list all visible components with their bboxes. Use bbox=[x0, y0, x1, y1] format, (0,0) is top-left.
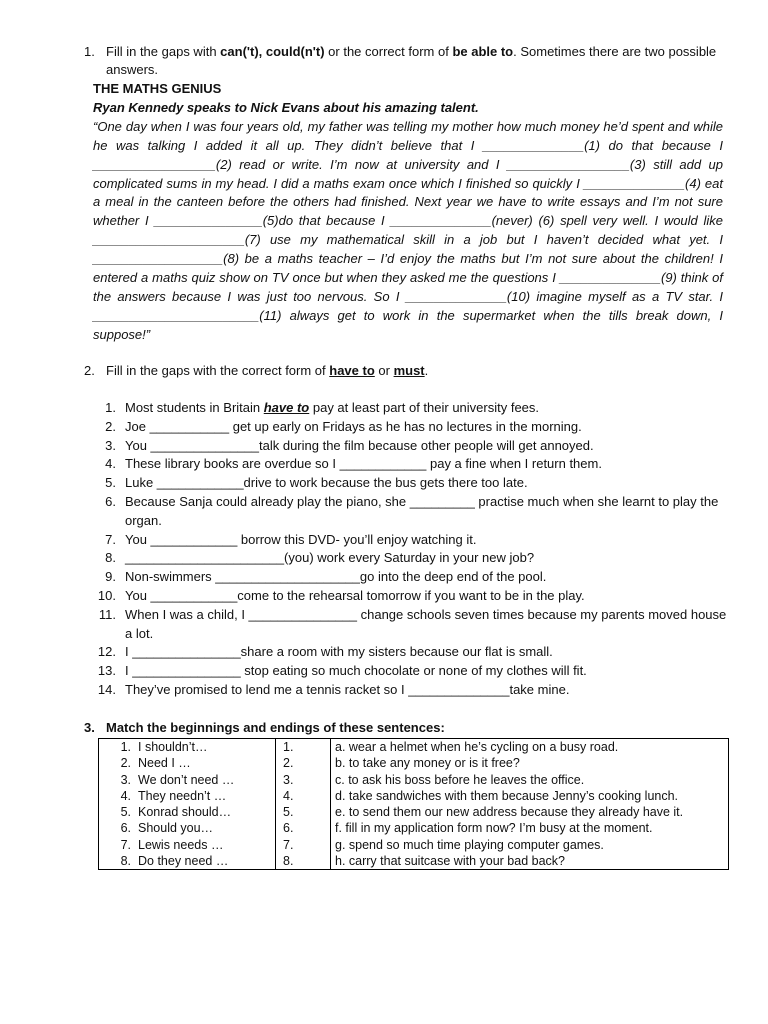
item-number: 8. bbox=[105, 550, 116, 566]
answer-cell[interactable] bbox=[276, 804, 331, 820]
exercise-2-heading bbox=[84, 362, 740, 380]
item-text[interactable]: I _______________share a room with my sisters because our flat is small. bbox=[125, 644, 553, 660]
item-text[interactable]: You ____________come to the rehearsal tomorrow if you want to be in the play. bbox=[125, 587, 585, 603]
instruction-text: Fill in the gaps with bbox=[106, 44, 221, 59]
sentence-beginning-cell bbox=[99, 788, 276, 804]
sentence-ending: a. wear a helmet when he’s cycling on a busy road. bbox=[331, 739, 729, 756]
exercise-2-number: 2. bbox=[84, 363, 95, 378]
answer-cell[interactable] bbox=[276, 837, 331, 853]
answer-cell[interactable] bbox=[276, 788, 331, 804]
row-number: 4. bbox=[120, 788, 131, 803]
sentence-beginning-cell bbox=[99, 804, 276, 820]
instruction-text: or the correct form of bbox=[324, 44, 453, 59]
list-item bbox=[90, 437, 730, 456]
answer-cell[interactable] bbox=[276, 772, 331, 788]
item-text[interactable]: Because Sanja could already play the piano, she _________ practise much when she learnt to play the organ. bbox=[125, 493, 719, 528]
instruction-keyword: must bbox=[393, 363, 425, 378]
sentence-beginning: Do they need … bbox=[138, 854, 229, 869]
exercise-1-instruction bbox=[106, 43, 740, 79]
table-row bbox=[99, 772, 729, 788]
row-number: 2. bbox=[120, 756, 131, 771]
list-item bbox=[90, 662, 730, 681]
sentence-beginning: We don’t need … bbox=[138, 772, 235, 787]
row-number: 5. bbox=[120, 805, 131, 820]
item-number: 4. bbox=[105, 456, 116, 472]
exercise-3-number: 3. bbox=[84, 720, 95, 735]
list-item bbox=[90, 531, 730, 550]
sentence-beginning: Need I … bbox=[138, 756, 191, 771]
list-item bbox=[90, 606, 730, 644]
exercise-2-instruction bbox=[106, 362, 740, 380]
list-item bbox=[90, 474, 730, 493]
instruction-text: . bbox=[424, 363, 429, 378]
table-row bbox=[99, 755, 729, 771]
answer-number: 1. bbox=[283, 740, 294, 754]
instruction-keyword: have to bbox=[329, 363, 375, 378]
story-title: THE MATHS GENIUS bbox=[93, 81, 222, 96]
list-item bbox=[90, 455, 730, 474]
item-text[interactable]: You ____________ borrow this DVD- you’ll enjoy watching it. bbox=[125, 531, 477, 547]
instruction-bold: can('t), could(n't) bbox=[220, 44, 325, 59]
item-number: 10. bbox=[97, 587, 116, 603]
item-text[interactable]: Non-swimmers ____________________go into the deep end of the pool. bbox=[125, 569, 547, 585]
answer-cell[interactable] bbox=[276, 820, 331, 836]
example-answer: have to bbox=[263, 400, 310, 415]
instruction-text: or bbox=[374, 363, 394, 378]
row-number: 8. bbox=[120, 854, 131, 869]
item-number: 9. bbox=[105, 569, 116, 585]
item-number: 6. bbox=[105, 493, 116, 509]
item-number: 3. bbox=[105, 437, 116, 453]
item-text-part: pay at least part of their university fees. bbox=[309, 400, 540, 415]
sentence-beginning: I shouldn’t… bbox=[138, 740, 208, 754]
row-number: 1. bbox=[120, 740, 131, 754]
answer-cell[interactable] bbox=[276, 853, 331, 870]
row-number: 7. bbox=[120, 837, 131, 852]
table-row bbox=[99, 788, 729, 804]
sentence-beginning: Konrad should… bbox=[138, 805, 232, 820]
answer-cell[interactable] bbox=[276, 739, 331, 756]
list-item bbox=[90, 681, 730, 700]
item-number: 14. bbox=[97, 681, 116, 697]
story-subtitle: Ryan Kennedy speaks to Nick Evans about his amazing talent. bbox=[93, 99, 479, 115]
list-item bbox=[90, 399, 730, 418]
item-text[interactable]: Luke ____________drive to work because the bus gets there too late. bbox=[125, 475, 528, 491]
sentence-beginning: Should you… bbox=[138, 821, 214, 836]
exercise-1-number: 1. bbox=[84, 44, 95, 59]
item-text[interactable]: These library books are overdue so I ____________ pay a fine when I return them. bbox=[125, 456, 602, 472]
list-item bbox=[90, 568, 730, 587]
item-text[interactable]: ______________________(you) work every Saturday in your new job? bbox=[125, 550, 535, 566]
sentence-ending: e. to send them our new address because they already have it. bbox=[331, 804, 729, 820]
instruction-text: Fill in the gaps with the correct form of bbox=[106, 363, 330, 378]
item-text bbox=[116, 399, 730, 418]
answer-number: 7. bbox=[283, 837, 294, 852]
sentence-ending: b. to take any money or is it free? bbox=[331, 755, 729, 771]
maths-genius-story bbox=[93, 80, 723, 345]
answer-number: 2. bbox=[283, 756, 294, 771]
instruction-bold: be able to bbox=[452, 44, 514, 59]
exercise-3-heading bbox=[84, 719, 740, 737]
table-row bbox=[99, 820, 729, 836]
sentence-beginning-cell bbox=[99, 755, 276, 771]
sentence-beginning-cell bbox=[99, 739, 276, 756]
table-row bbox=[99, 804, 729, 820]
story-passage: “One day when I was four years old, my father was telling my mother how much money he’d spent and while he was talking I added it all up. They didn’t believe that I ______________(1) do that because I _________________(2) read or write. I’m now at university and I _________________(3) still add up complicated sums in my head. I did a maths exam once which I finished so quickly I ______________(4) eat a meal in the canteen before the others had finished. Next year we have to write essays and I’m not sure whether I _______________(5)do that because I ______________(never) (6) spell very well. I would like _____________________(7) use my mathematical skill in a job but I haven’t decided what yet. I __________________(8) be a maths teacher – I’d enjoy the maths but I’m not sure about the children! I entered a maths quiz show on TV once but when they asked me the questions I ______________(9) think of the answers because I was just too nervous. So I ______________(10) imagine myself as a TV star. I _______________________(11) always get to work in the supermarket when the tills break down, I suppose!” bbox=[93, 118, 723, 342]
matching-table bbox=[98, 738, 729, 870]
sentence-beginning: Lewis needs … bbox=[138, 837, 224, 852]
row-number: 6. bbox=[120, 821, 131, 836]
item-number: 5. bbox=[105, 475, 116, 491]
exercise-1-heading bbox=[84, 43, 740, 79]
sentence-ending: h. carry that suitcase with your bad back? bbox=[331, 853, 729, 870]
exercise-2-list bbox=[90, 399, 730, 700]
item-text[interactable]: Joe ___________ get up early on Fridays as he has no lectures in the morning. bbox=[125, 418, 582, 434]
answer-number: 3. bbox=[283, 772, 294, 787]
answer-number: 6. bbox=[283, 821, 294, 836]
instruction-text: . Sometimes there are two possible answers. bbox=[106, 44, 717, 77]
sentence-ending: c. to ask his boss before he leaves the office. bbox=[331, 772, 729, 788]
item-text[interactable]: When I was a child, I _______________ change schools seven times because my parents moved house a lot. bbox=[125, 606, 727, 641]
row-number: 3. bbox=[120, 772, 131, 787]
exercise-3-instruction: Match the beginnings and endings of these sentences: bbox=[106, 720, 445, 735]
table-row bbox=[99, 853, 729, 870]
answer-number: 4. bbox=[283, 788, 294, 803]
list-item bbox=[90, 493, 730, 531]
sentence-beginning: They needn’t … bbox=[138, 788, 227, 803]
list-item bbox=[90, 643, 730, 662]
answer-cell[interactable] bbox=[276, 755, 331, 771]
sentence-beginning-cell bbox=[99, 772, 276, 788]
item-number: 13. bbox=[97, 663, 116, 679]
item-text[interactable]: I _______________ stop eating so much chocolate or none of my clothes will fit. bbox=[125, 663, 587, 679]
sentence-ending: d. take sandwiches with them because Jenny’s cooking lunch. bbox=[331, 788, 729, 804]
sentence-beginning-cell bbox=[99, 853, 276, 870]
sentence-beginning-cell bbox=[99, 837, 276, 853]
item-number: 12. bbox=[97, 644, 116, 660]
item-text[interactable]: You _______________talk during the film because other people will get annoyed. bbox=[125, 437, 594, 453]
item-text[interactable]: They’ve promised to lend me a tennis racket so I ______________take mine. bbox=[125, 681, 570, 697]
sentence-ending: f. fill in my application form now? I’m busy at the moment. bbox=[331, 820, 729, 836]
item-text-part: Most students in Britain bbox=[125, 400, 264, 415]
answer-number: 5. bbox=[283, 805, 294, 820]
item-number: 2. bbox=[105, 418, 116, 434]
list-item bbox=[90, 587, 730, 606]
item-number: 11. bbox=[98, 606, 116, 622]
answer-number: 8. bbox=[283, 854, 294, 869]
table-row bbox=[99, 837, 729, 853]
item-number: 7. bbox=[105, 531, 116, 547]
list-item bbox=[90, 549, 730, 568]
sentence-beginning-cell bbox=[99, 820, 276, 836]
sentence-ending: g. spend so much time playing computer games. bbox=[331, 837, 729, 853]
table-row bbox=[99, 739, 729, 756]
item-number: 1. bbox=[105, 400, 116, 415]
list-item bbox=[90, 418, 730, 437]
